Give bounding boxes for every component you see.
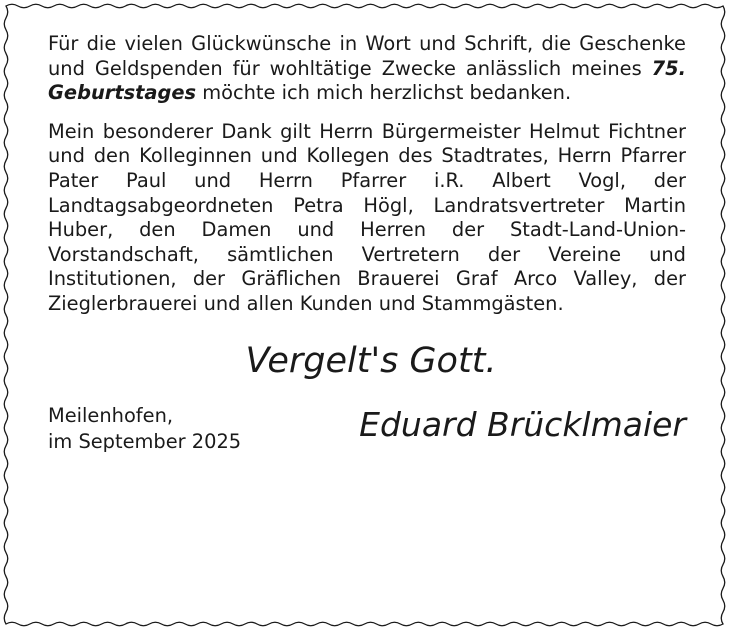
thank-you-notice (48, 32, 686, 465)
birthday-emphasis: 75. Geburtstages (48, 56, 686, 105)
footer (48, 395, 686, 465)
place-and-date (48, 403, 241, 455)
place: Meilenhofen, (48, 403, 174, 427)
paragraph-special-thanks: Mein besonderer Dank gilt Herrn Bürgermeister Helmut Fichtner und den Kolleginnen und Kollegen des Stadtrates, Herrn Pfarrer Pater Paul und Herrn Pfarrer i.R. Albert Vogl, der Landtagsabgeordneten Petra Högl, Landratsvertreter Martin Huber, den Damen und Herren der Stadt-Land-Union-Vorstandschaft, sämtlichen Vertretern der Vereine und Institutionen, der Gräflichen Brauerei Graf Arco Valley, der Zieglerbrauerei und allen Kunden und Stammgästen. (48, 119, 686, 315)
date: im September 2025 (48, 429, 242, 453)
para1-text-end: möchte ich mich herzlichst bedanken. (196, 81, 572, 105)
signature: Eduard Brücklmaier (359, 404, 686, 444)
paragraph-thanks (48, 32, 686, 106)
para1-text-start: Für die vielen Glückwünsche in Wort und Schrift, die Geschenke und Geldspenden für wohltätige Zwecke anlässlich meines (48, 32, 686, 80)
closing-phrase: Vergelt's Gott. (245, 340, 497, 381)
